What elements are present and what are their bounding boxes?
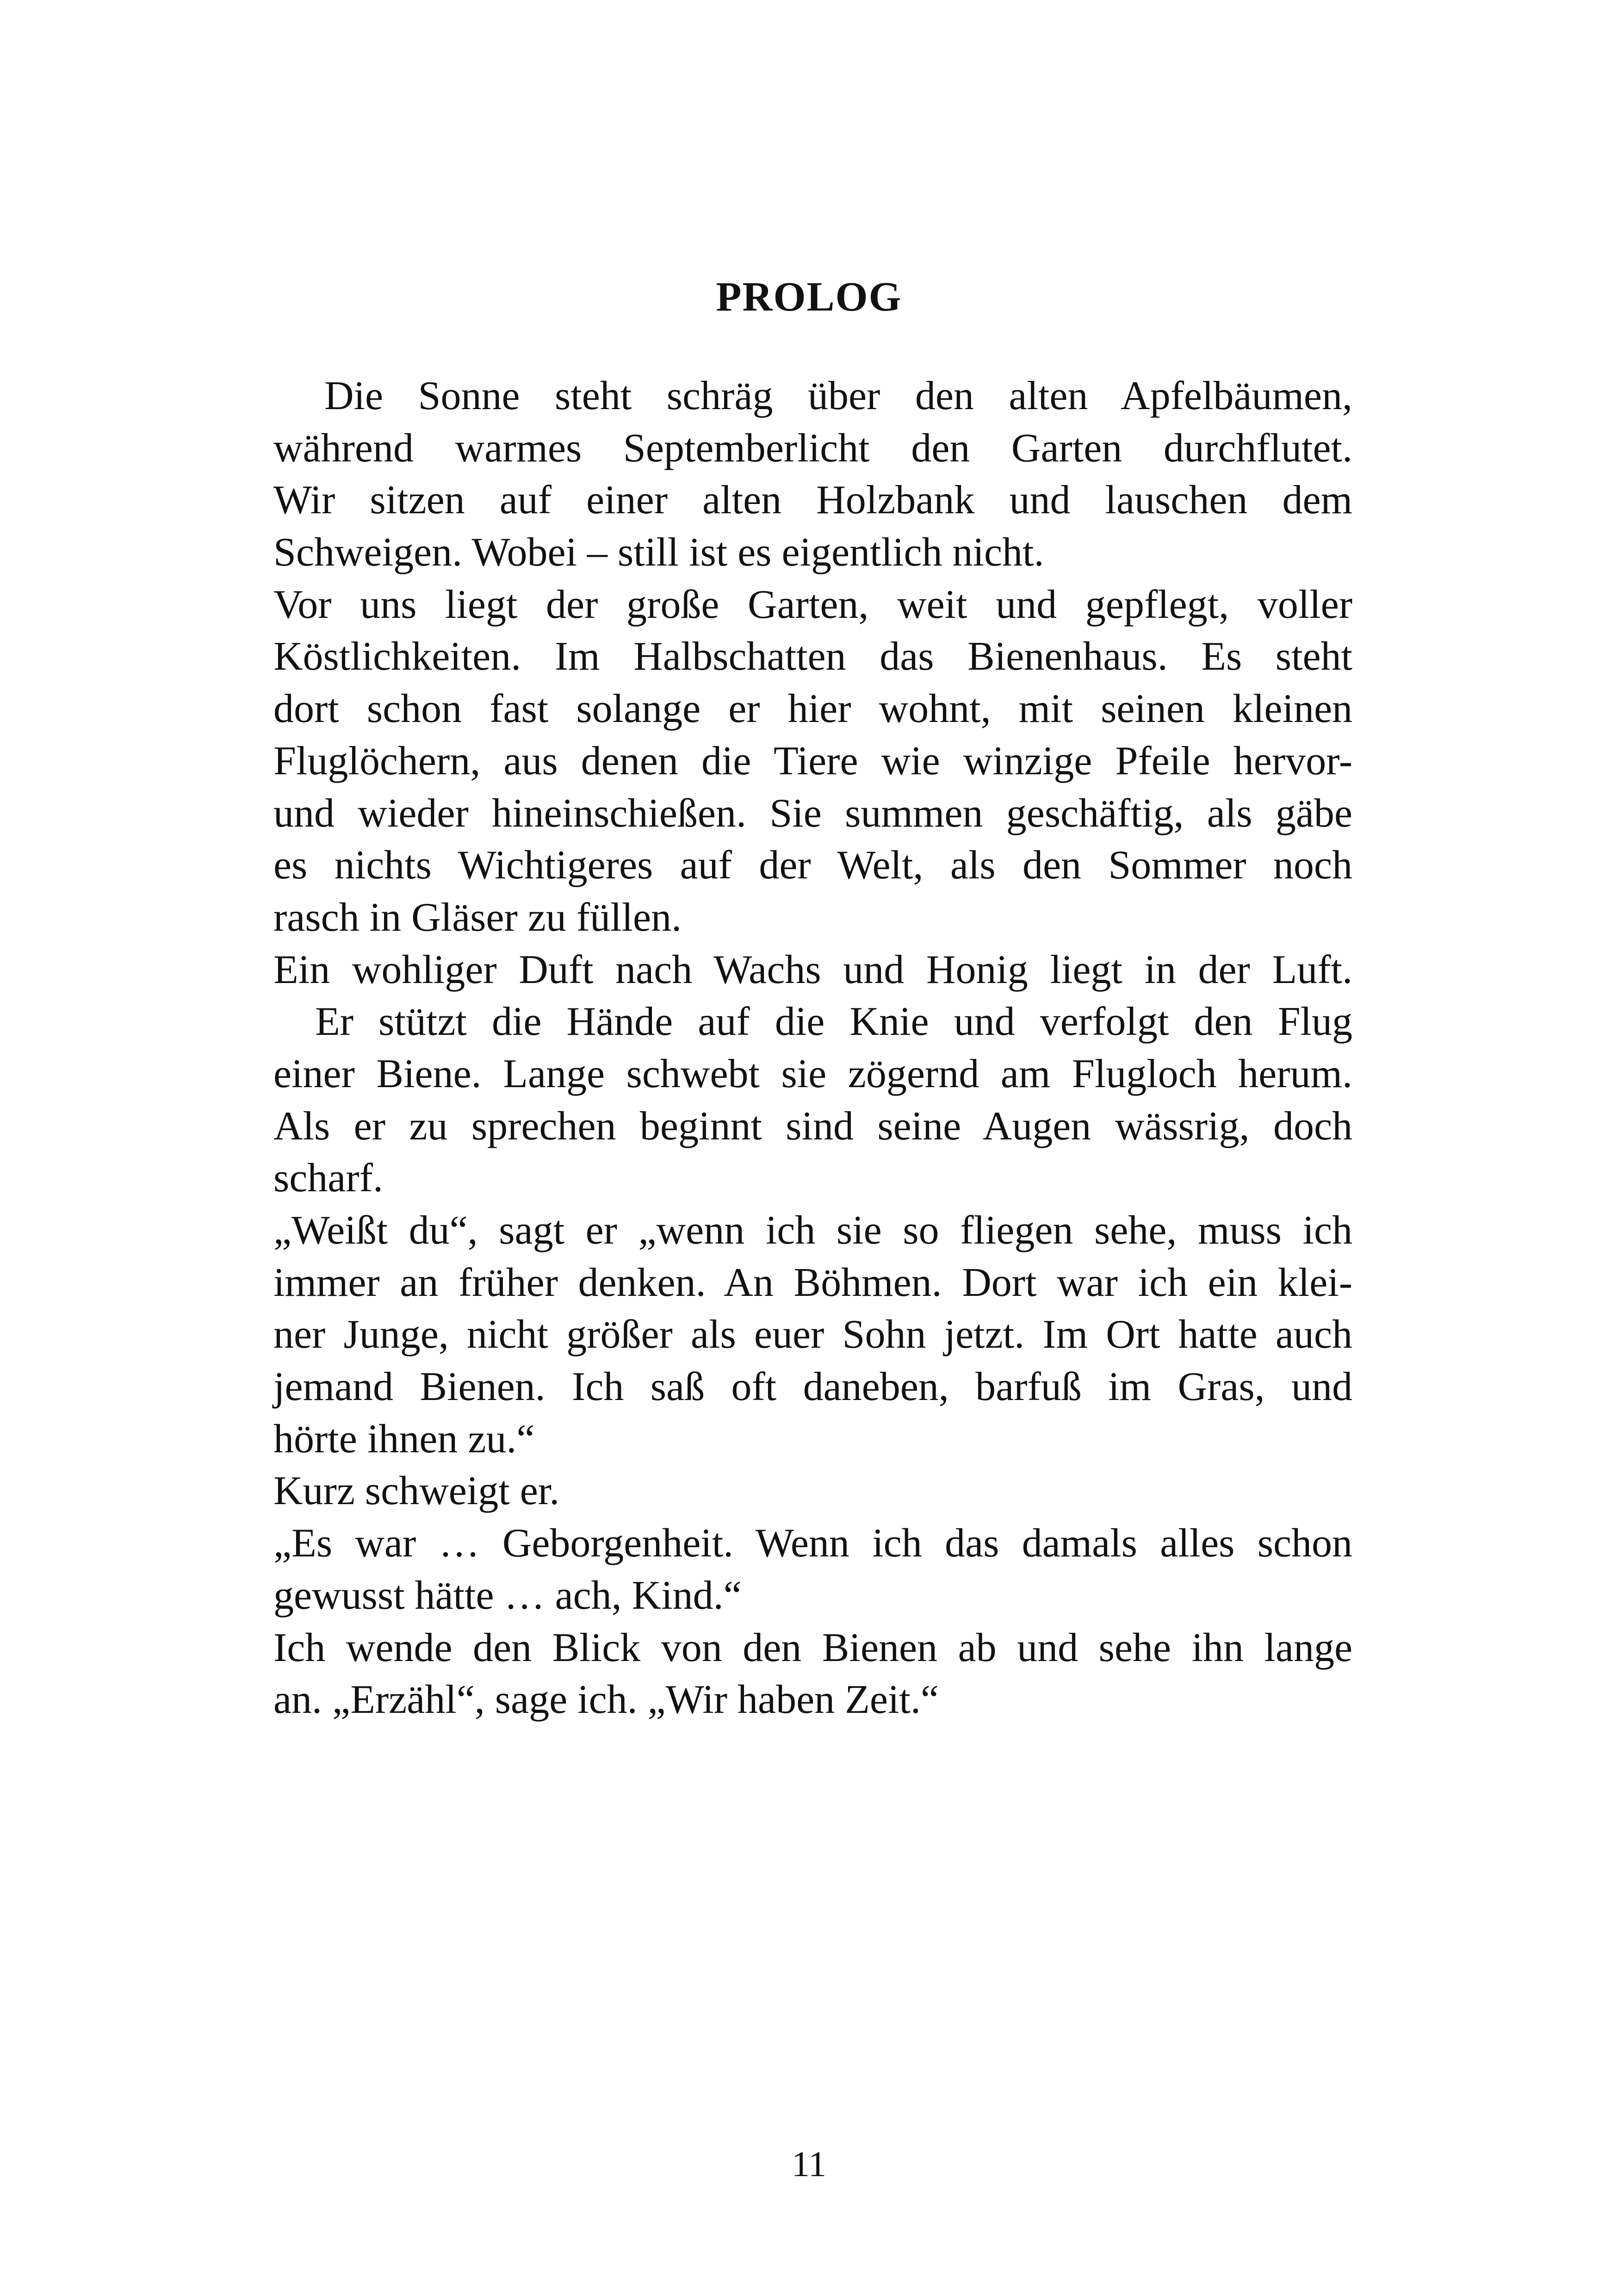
text-line: rasch in Gläser zu füllen. <box>273 895 682 940</box>
text-line: Ein wohliger Duft nach Wachs und Honig liegt in der Luft. <box>273 947 1352 992</box>
text-line: Als er zu sprechen beginnt sind seine Augen wässrig, doch <box>273 1103 1352 1149</box>
text-line: jemand Bienen. Ich saß oft daneben, barfuß im Gras, und <box>273 1364 1352 1410</box>
text-line: ner Junge, nicht größer als euer Sohn jetzt. Im Ort hatte auch <box>273 1312 1352 1357</box>
text-line: hörte ihnen zu.“ <box>273 1416 535 1462</box>
text-line: einer Biene. Lange schwebt sie zögernd am Flugloch herum. <box>273 1051 1352 1096</box>
text-line: „Es war … Geborgenheit. Wenn ich das damals alles schon <box>273 1521 1352 1566</box>
text-line: Vor uns liegt der große Garten, weit und gepflegt, voller <box>273 582 1352 627</box>
text-line: Wir sitzen auf einer alten Holzbank und lauschen dem <box>273 478 1352 523</box>
text-line: an. „Erzähl“, sage ich. „Wir haben Zeit.“ <box>273 1677 939 1723</box>
text-line: Kurz schweigt er. <box>273 1468 560 1514</box>
text-line: dort schon fast solange er hier wohnt, mit seinen kleinen <box>273 686 1352 732</box>
body-text <box>273 370 1352 1726</box>
text-line: „Weißt du“, sagt er „wenn ich sie so fliegen sehe, muss ich <box>273 1208 1352 1253</box>
text-line: und wieder hineinschießen. Sie summen geschäftig, als gäbe <box>273 790 1352 836</box>
text-line: scharf. <box>273 1156 383 1201</box>
page-number: 11 <box>791 2144 827 2184</box>
text-line: Köstlichkeiten. Im Halbschatten das Bienenhaus. Es steht <box>273 634 1352 679</box>
text-line: während warmes Septemberlicht den Garten durchflutet. <box>273 425 1352 471</box>
text-line: Fluglöchern, aus denen die Tiere wie winzige Pfeile hervor- <box>273 738 1352 784</box>
text-line: Ich wende den Blick von den Bienen ab und sehe ihn lange <box>273 1625 1352 1670</box>
text-line: gewusst hätte … ach, Kind.“ <box>273 1573 742 1618</box>
text-line: Die Sonne steht schräg über den alten Apfelbäumen, <box>324 373 1352 418</box>
text-line: Er stützt die Hände auf die Knie und verfolgt den Flug <box>315 999 1352 1045</box>
chapter-heading: PROLOG <box>716 274 902 320</box>
text-line: immer an früher denken. An Böhmen. Dort war ich ein klei- <box>273 1260 1352 1305</box>
text-line: es nichts Wichtigeres auf der Welt, als den Sommer noch <box>273 843 1352 888</box>
text-line: Schweigen. Wobei – still ist es eigentlich nicht. <box>273 530 1044 575</box>
